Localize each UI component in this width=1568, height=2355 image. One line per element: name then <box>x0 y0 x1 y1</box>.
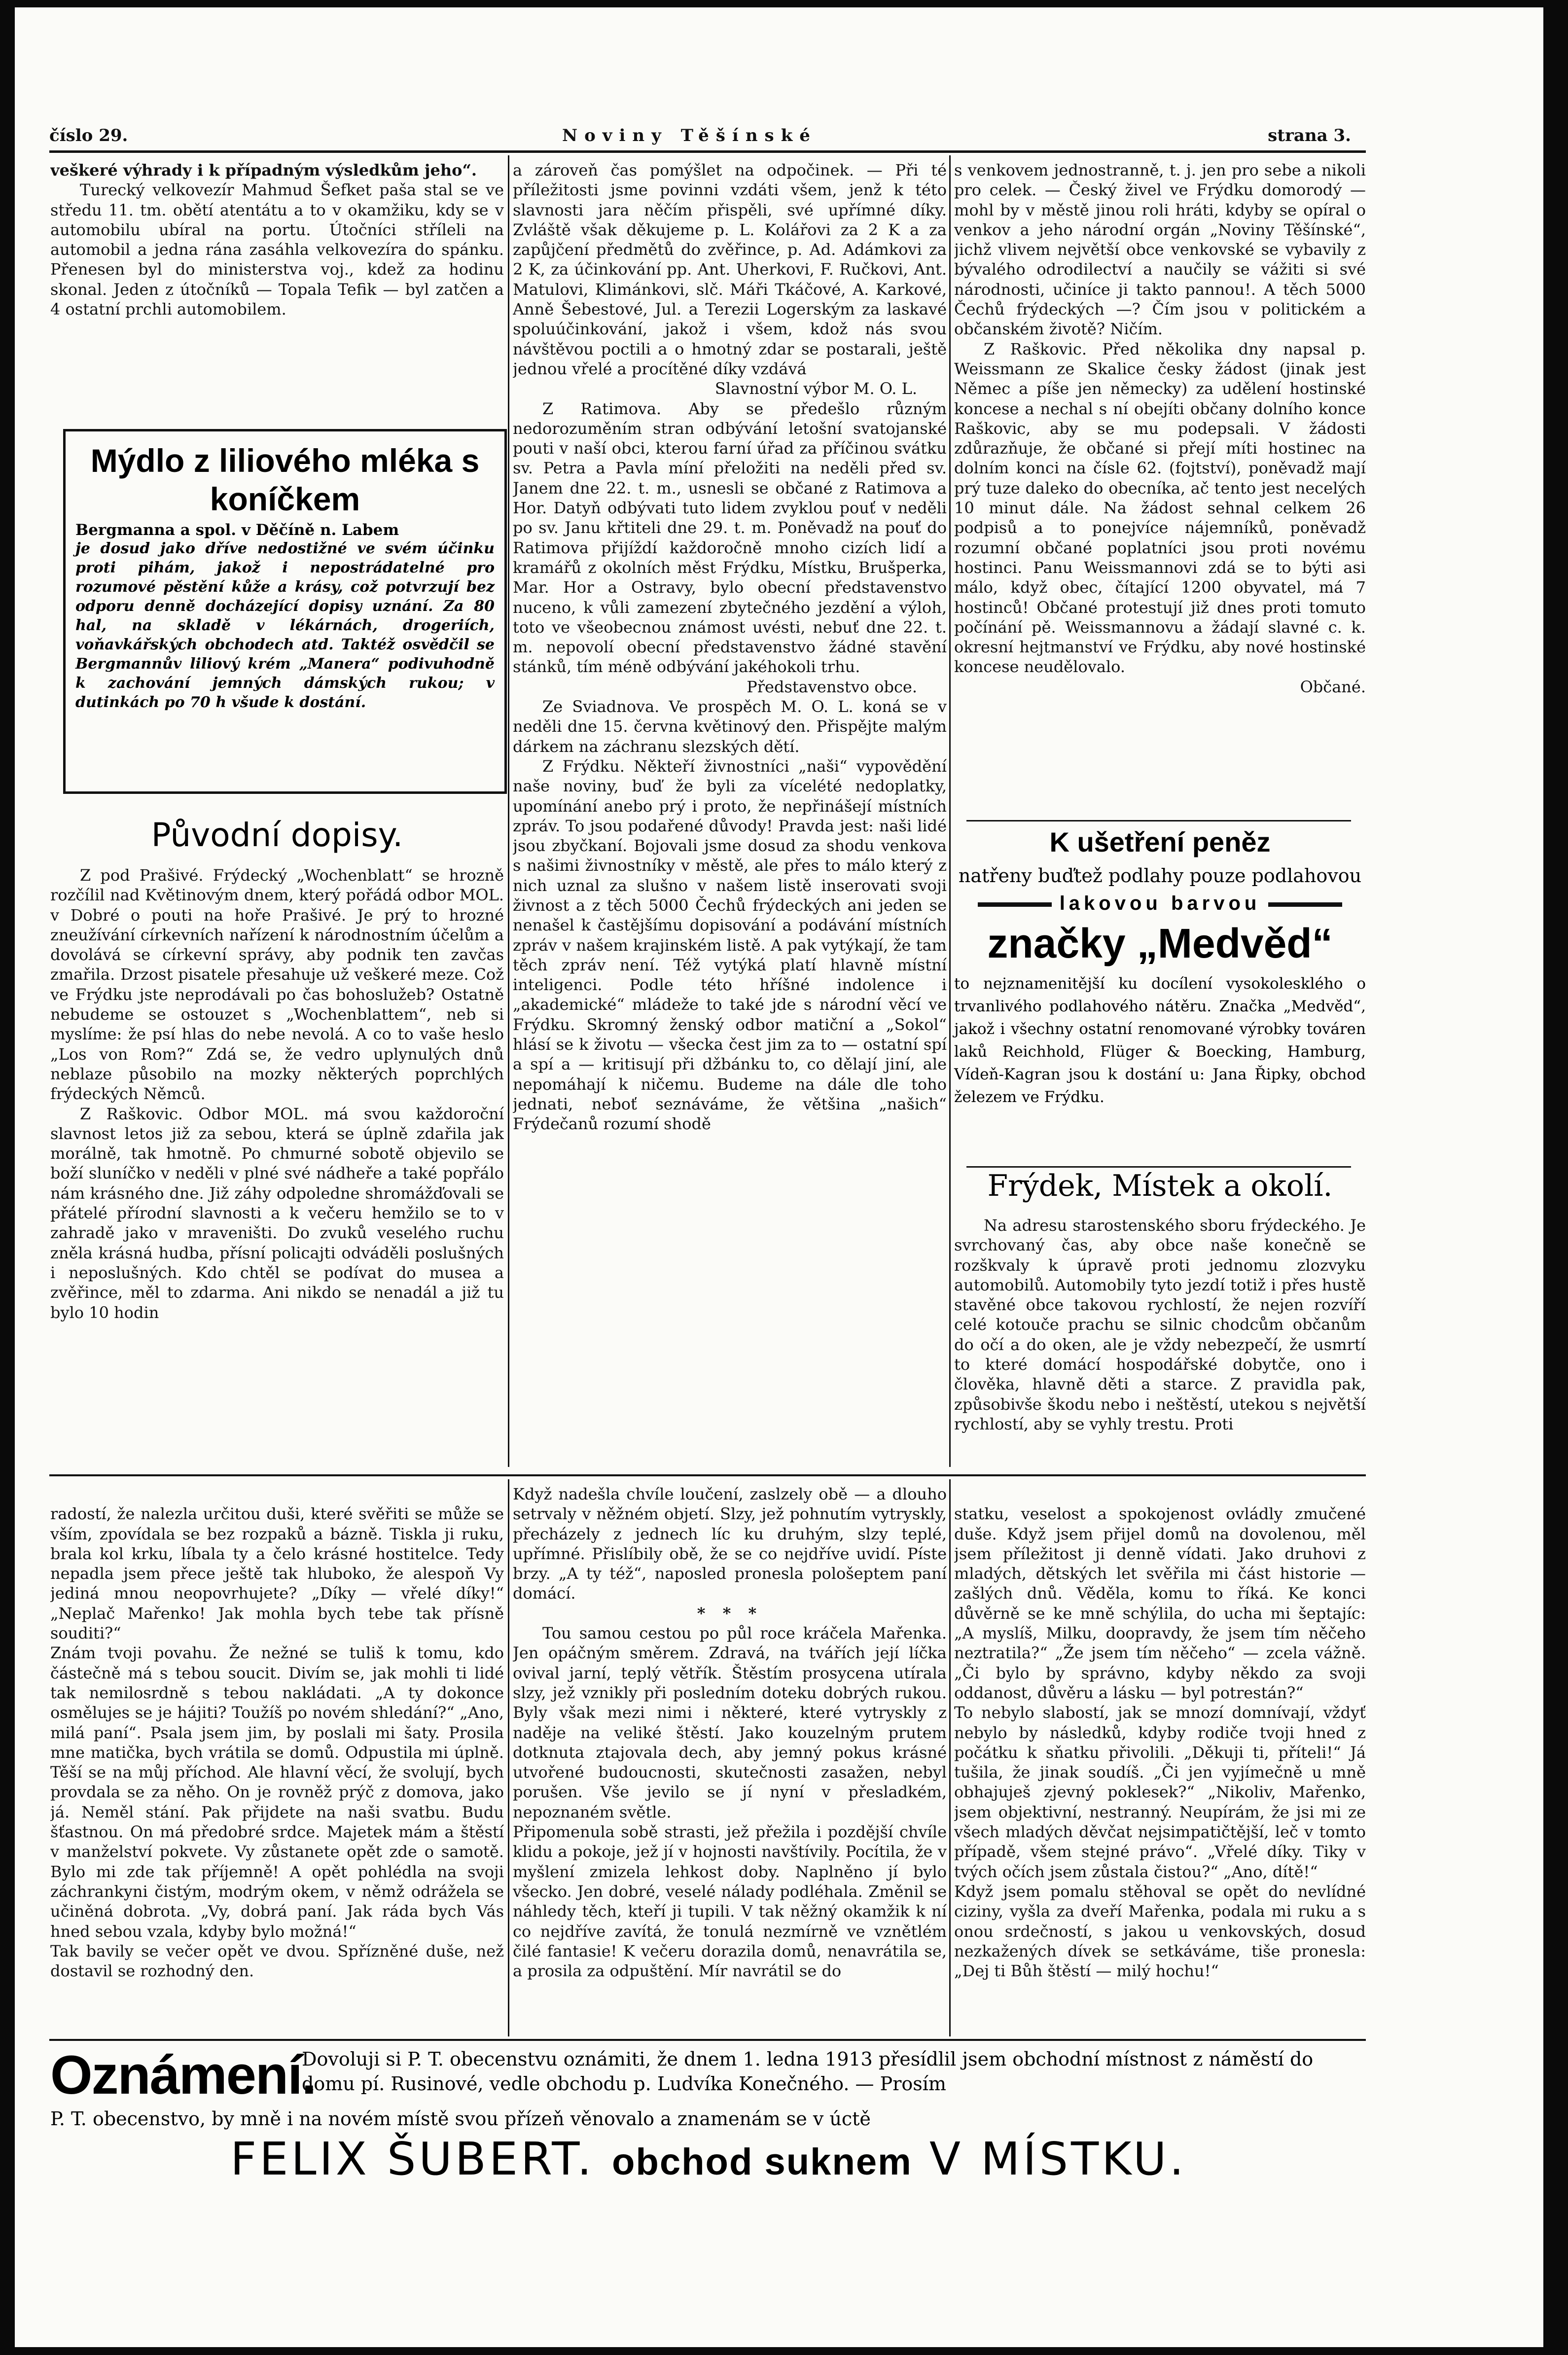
ad-title: Mýdlo z liliového mléka s koníčkem <box>90 442 480 517</box>
page-number: strana 3. <box>1268 126 1351 145</box>
article-text: Z Raškovic. Odbor MOL. má svou každoroční slavnost letos již za sebou, která se úplně zdařila jak morálně, tak hmotně. Po chmurné sobotě objevilo se boží sluníčko v neděli v plné své nádheře a také popřálo nám krásného dne. Již záhy odpoledne shromážďovali se přátelé přírodní slavnosti a k večeru hemžilo se to v zahradě jako v mraveništi. Do zvuků veselého ruchu zněla krásná hudba, přísní policajti odváděli poslušných i neposlušných. Kdo chtěl se podívat do musea a zvěřince, měl to zdarma. Ani nikdo se nenadál a již tu bylo 10 hodin <box>50 1104 504 1322</box>
issue-number: číslo 29. <box>49 126 128 145</box>
ad-body: je dosud jako dříve nedostižné ve svém účinku proti pihám, jakož i nepostrádatelné pro rozumové pěstění kůže a krásy, což potvrzují bez odporu denně docházející dopisy uznání. Za 80 hal, na skladě v lékárnách, drogeriích, voňavkářských obchodech atd. Taktéž osvědčil se Bergmannův liliový krém „Manera“ podivuhodně k zachování jemných dámských rukou; v dutinkách po 70 h všude k dostání. <box>75 540 495 711</box>
signature-trade: obchod suknem <box>611 2141 912 2183</box>
notice-text <box>302 2047 1367 2096</box>
header-rule <box>49 150 1366 153</box>
story-column-2 <box>513 1484 947 2036</box>
article-text: Z Raškovic. Před několika dny napsal p. Weissmann ze Skalice česky žádost (jinak jest Němec a píše jen německy) za udělení hostinské koncese a nechal s ní obejíti občany dolního konce Raškovic, aby se mu podepsali. V žádosti zdůrazňuje, že občané si přejí míti hostinec na dolním konci na čísle 62. (fojtství), poněvadž mají prý tuze daleko do obecníka, ač tento jest necelých 10 minut dále. Na žádost sehnal celkem 26 podpisů a to ponejvíce nájemníků, poněvadž rozumní občané poplatníci jsou proti novému hostinci. Panu Weissmannovi zdá se to býti asi málo, když obec, čítající 1200 obyvatel, má 7 hostinců! Občané protestují již dnes proti tomuto počínání pě. Weissmannovu a žádají slavné c. k. okresní hejtmanství ve Frýdku, aby nové hostinské koncese neudělovalo. <box>954 339 1366 677</box>
newspaper-page <box>15 7 1543 2347</box>
notice-text-line: Dovoluji si P. T. obecenstvu oznámiti, že dnem 1. ledna 1913 přesídlil jsem obchodní místnost z náměstí do domu pí. Rusinové, vedle obchodu p. Ludvíka Konečného. — Prosím <box>302 2048 1314 2095</box>
soap-advertisement <box>63 429 507 794</box>
section-rule <box>966 1166 1351 1168</box>
notice-rule <box>49 2039 1366 2041</box>
signature-name: FELIX ŠUBERT. <box>230 2133 595 2185</box>
notice-title: Oznámení. <box>50 2045 316 2105</box>
article-text: Turecký velkovezír Mahmud Šefket paša stal se ve středu 11. tm. obětí atentátu a to v okamžiku, kdy se v automobilu ubíral na portu. Útočníci stříleli na automobil a jedna rána zasáhla velkovezíra do spánku. Přenesen byl do ministerstva voj., kdež za hodinu skonal. Jeden z útočníků — Topala Tefik — byl zatčen a 4 ostatní prchli automobilem. <box>50 180 504 319</box>
column-3-upper <box>954 160 1366 821</box>
ad-line <box>954 892 1366 915</box>
signature-place: V MÍSTKU. <box>929 2133 1187 2185</box>
article-text: s venkovem jednostranně, t. j. jen pro sebe a nikoli pro celek. — Český živel ve Frýdku domorodý — mohl by v městě jinou roli hráti, kdyby se opíral o venkov a jeho národní orgán „Noviny Těšínské“, jichž vlivem největší obce venkovské se vybavily z bývalého odrodilectví a naučily se vážiti si své národnosti, učiníce ji takto pannou!. A těch 5000 Čechů frýdeckých —? Čím jsou v politickém a občanském životě? Ničím. <box>954 161 1366 339</box>
column-divider <box>508 1479 509 2036</box>
article-text: Z pod Prašivé. Frýdecký „Wochenblatt“ se hrozně rozčílil nad Květinovým dnem, který pořádá odbor MOL. v Dobré o pouti na hoře Prašivé. Je prý to hrozné zneužívání církevních nařízení k národnostním účelům a dovolává se církevní správy, aby podnik ten zavčas zmařila. Drzost pisatele přesahuje už veškeré meze. Což ve Frýdku jste neprodávali po čas bohoslužeb? Ostatně nebudeme se ostouzet s „Wochenblattem“, neb si myslíme: že psí hlas do nebe nevolá. A co to vaše heslo „Los von Rom?“ Zdá se, že vedro uplynulých dnů neblaze působilo na mozky některých poprchlých frýdeckých Němců. <box>50 866 504 1104</box>
section-heading: Frýdek, Místek a okolí. <box>987 1169 1333 1203</box>
column-1-upper <box>50 160 504 427</box>
signature: Občané. <box>1300 677 1366 696</box>
article-text: a zároveň čas pomýšlet na odpočinek. — Při té příležitosti jsme povinni vzdáti všem, jenž k této slavnosti jara něčím přispěli, své upřímné díky. Zvláště však děkujeme p. L. Kolářovi za 2 K a za zapůjčení předmětů do zvěřince, p. Ad. Adámkovi za 2 K, za účinkování pp. Ant. Uherkovi, F. Ručkovi, Ant. Matulovi, Klimánkovi, slč. Máři Tkáčové, A. Karkové, Anně Šebestové, Jul. a Terezii Logerským za laskavé spoluúčinkování, jakož i všem, kdož nás svou návštěvou poctili a o hmotný zdar se postarali, ještě jednou vřelé a procítěné díky vzdává <box>513 161 947 378</box>
story-column-3 <box>954 1484 1366 2036</box>
column-2-upper <box>513 160 947 1464</box>
ad-title: K ušetření peněz <box>1049 826 1271 857</box>
ad-brand: značky „Medvěd“ <box>987 920 1333 966</box>
section-heading: Původní dopisy. <box>151 816 403 854</box>
ad-line: natřeny buďtež podlahy pouze podlahovou <box>958 865 1362 887</box>
notice-text: P. T. obecenstvo, by mně i na novém místě svou přízeň věnovalo a znamenám se v úctě <box>50 2108 871 2130</box>
article-text: Na adresu starostenského sboru frýdeckého. Je svrchovaný čas, aby obce naše konečně se rozškvaly k úpravě proti jednomu zlozvyku automobilů. Automobily tyto jezdí totiž i přes hustě stavěné obce takovou rychlostí, že nejen rozvíří celé kotouče prachu se silnic chodcům občanům do očí a do oken, ale je vždy nebezpečí, že usmrtí to které domácí hospodářské dobytče, ono i člověka, hlavně děti a starce. Z pravidla pak, způsobivše škodu nebo i neštěstí, utekou s největší rychlostí, aby se vyhly trestu. Proti <box>954 1216 1366 1433</box>
story-text: radostí, že nalezla určitou duši, které svěřiti se může se vším, zpovídala se bez rozpaků a bázně. Tiskla ji ruku, brala kol krku, líbala ty a čelo krásné hostitelce. Tedy nepadla jsem přece ještě tak hluboko, že alespoň Vy jediná mnou neopovrhujete? „Díky — vřelé díky!“ „Neplač Mařenko! Jak mohla bych tebe tak přísně souditi?“ Znám tvoji povahu. Že nežné se tuliš k tomu, kdo částečně má s tebou soucit. Divím se, jak mohli ti lidé tak nemilosrdně s tebou nakládati. „A ty dokonce osmělujes se je hájiti? Toužíš po novém shledání?“ „Ano, milá paní“. Psala jsem jim, by poslali mi šaty. Prosila mne matička, bych vrátila se domů. Odpustila mi úplně. Těší se na můj příchod. Ale hlavní věcí, že svolují, bych provdala se za něho. On je rovněž prýč z domova, jako já. Neměl stání. Pak přijdete na naši svatbu. Budu šťastnou. On má předobré srdce. Majetek mám a štěstí v manželství pokvete. Vy zůstanete opět zde o samotě. Bylo mi zde tak příjemně! A opět pohlédla na svoji záchrankyni čistým, modrým okem, v němž odrážela se učiněná dobrota. „Vy, dobrá paní. Jak ráda bych Vás hned sebou vzala, kdyby bylo možná!“ Tak bavily se večer opět ve dvou. Spřízněné duše, než dostavil se rozhodný den. <box>50 1504 504 1981</box>
article-text: veškeré výhrady i k případným výsledkům jeho“. <box>50 161 477 179</box>
column-divider <box>949 1479 951 2036</box>
article-text: Z Ratimova. Aby se předešlo různým nedorozuměním stran odbývání letošní svatojanské pouti v naší obci, kterou farní úřad za příčinou svátku sv. Petra a Pavla míní přeložiti na neděli před sv. Janem dne 22. t. m., usnesli se občané z Ratimova a Hor. Datyň odbývati tuto lidem zvyklou pouť v neděli po sv. Janu křtiteli dne 29. t. m. Poněvadž na pouť do Ratimova přijíždí každoročně mnoho cizích lidí a kramářů z okolních měst Frýdku, Místku, Brušperka, Mar. Hor a Ostravy, bylo obecní představenstvo nuceno, k vůli zamezení zbytečného jezdění a výloh, toto ve všeobecnou známost uvésti, nebuť dne 22. t. m. nepovolí obecní představenstvo žádné stavění stánků, tím méně odbývání jakéhokoli trhu. <box>513 399 947 677</box>
article-text: Z Frýdku. Někteří živnostníci „naši“ vypovědění naše noviny, buď že byli za vícelété nedoplatky, upomínání anebo prý i proto, že nepřinášejí místních zpráv. To jsou podařené důvody! Pravda jest: naši lidé jsou zbyčkaní. Bojovali jsme dosud za shodu venkova s našimi živnostníky v městě, ale přes to málo který z nich uznal za slušno v našem listě inserovati svoji živnost a z těch 5000 Čechů frýdeckých ani jeden se nenašel k častějšímu dopisování a podávání místních zpráv v našem krajinském listě. A pak vytýkají, že tam těch zpráv není. Též vytýká platí hlavně místní inteligenci. Podle této hříšné indolence i „akademické“ mládeže to také jde s národní věcí ve Frýdku. Skromný ženský odbor matiční a „Sokol“ hlásí se k životu — všecka čest jim za to — ostatní spí a spí a — kritisují při džbánku to, co dělají jiní, ale nepomáhají k ničemu. Budeme na dále dle toho jednati, neboť seznáváme, že většina „našich“ Frýdečanů rozumí shodě <box>513 756 947 1134</box>
column-divider <box>949 155 951 1467</box>
signature: Představenstvo obce. <box>747 677 917 696</box>
article-text: Ze Sviadnova. Ve prospěch M. O. L. koná se v neděli dne 15. června květinový den. Přispějte malým dárkem na záchranu slezských dětí. <box>513 697 947 756</box>
section-rule <box>966 820 1351 821</box>
column-1-lower <box>50 865 504 1464</box>
paint-advertisement <box>954 826 1366 1166</box>
signature: Slavnostní výbor M. O. L. <box>714 379 917 398</box>
story-column-1 <box>50 1484 504 2036</box>
column-divider <box>508 155 509 1467</box>
newspaper-title: Noviny Těšínské <box>562 126 817 145</box>
feuilleton-rule <box>49 1474 1366 1476</box>
ad-subtitle: Bergmanna a spol. v Děčíně n. Labem <box>75 521 399 539</box>
story-text: statku, veselost a spokojenost ovládly zmučené duše. Když jsem přijel domů na dovolenou, měl jsem příležitost ji denně vídati. Jako druhovi z mladých, dětských let svěřila mi část historie — zašlých dnů. Věděla, komu to říká. Ke konci důvěrně se ke mně schýlila, do ucha mi šeptajíc: „A myslíš, Milku, doopravdy, že jsem tím něčeho neztratila?“ „Že jsem tím něčeho“ — zcela vážně. „Či bylo by správno, kdyby někdo za svoji oddanost, důvěru a lásku — byl potrestán?“ To nebylo slabostí, jak se mnozí domnívají, vždyť nebylo by následků, kdyby rodiče tvoji hned z počátku k sňatku přivolili. „Děkuji ti, příteli!“ Já tušila, že jinak soudíš. „Či jen vyjímečně u mně obhajuješ zjevný poklesek?“ „Nikoliv, Mařenko, jsem objektivní, nestranný. Neupírám, že jsi mi ze všech mladých děvčat nejsimpatičtější, leč v tomto případě, všem stejné právo“. „Vřelé díky. Tiky v tvých očích jsem zůstala čistou?“ „Ano, dítě!“ Když jsem pomalu stěhoval se opět do nevlídné ciziny, vyšla za dveří Mařenka, podala mi ruku a s onou srdečností, s jakou u venkovských, dosud nezkažených dívek se setkáváme, tiše pronesla: „Dej ti Bůh štěstí — milý hochu!“ <box>954 1504 1366 1981</box>
story-text: Když nadešla chvíle loučení, zaslzely obě — a dlouho setrvaly v něžném objetí. Slzy, jež pohnutím vytryskly, přecházely z jednech líc ku druhým, slzy teplé, upřímné. Přislíbily obě, že se co nejdříve uvidí. Píste brzy. „A ty též“, naposled pronesla pološeptem paní domácí. <box>513 1485 947 1603</box>
business-notice <box>50 2044 1367 2300</box>
ad-line-text: lakovou barvou <box>1059 892 1261 914</box>
section-dots: * * * <box>697 1604 763 1623</box>
ad-body: to nejznamenitější ku docílení vysokolesklého o trvanlivého podlahového nátěru. Značka „Medvěd“, jakož i všechny ostatní renomované výrobky továren laků Reichhold, Flüger & Boecking, Hamburg, Vídeň-Kagran jsou k dostání u: Jana Řipky, obchod železem ve Frýdku. <box>954 975 1366 1106</box>
notice-signature <box>50 2133 1367 2185</box>
column-3-lower <box>954 1215 1366 1464</box>
story-text: Tou samou cestou po půl roce kráčela Mařenka. Jen opáčným směrem. Zdravá, na tvářích její líčka ovival jarní, teplý větřík. Štěstím prosycena utírala slzy, jež vznikly při posledním doteku dobrých rukou. Byly však mezi nimi i některé, které vytryskly z naděje na veliké štěstí. Jako kouzelným prutem dotknuta ztajovala dech, aby jemný pokus krásné utvořené budoucnosti, skutečnosti zasažen, nebyl porušen. Vše jevilo se jí nyní v přesladkém, nepoznaném světle. Připomenula sobě strasti, jež přežila i pozdější chvíle klidu a pokoje, jež jí v hojnosti navštívily. Pocítila, že v myšlení zmizela lehkost doby. Naplněno jí bylo všecko. Jen dobré, veselé nálady podléhala. Změnil se náhledy těch, kteří ji tupili. V tak něžný okamžik k ní co nejdříve zavítá, že tonulá nezmírně ve vznětlém čilé fantasie! K večeru dorazila domů, nenavrátila se, a prosila za odpuštění. Mír navrátil se do <box>513 1624 947 1981</box>
